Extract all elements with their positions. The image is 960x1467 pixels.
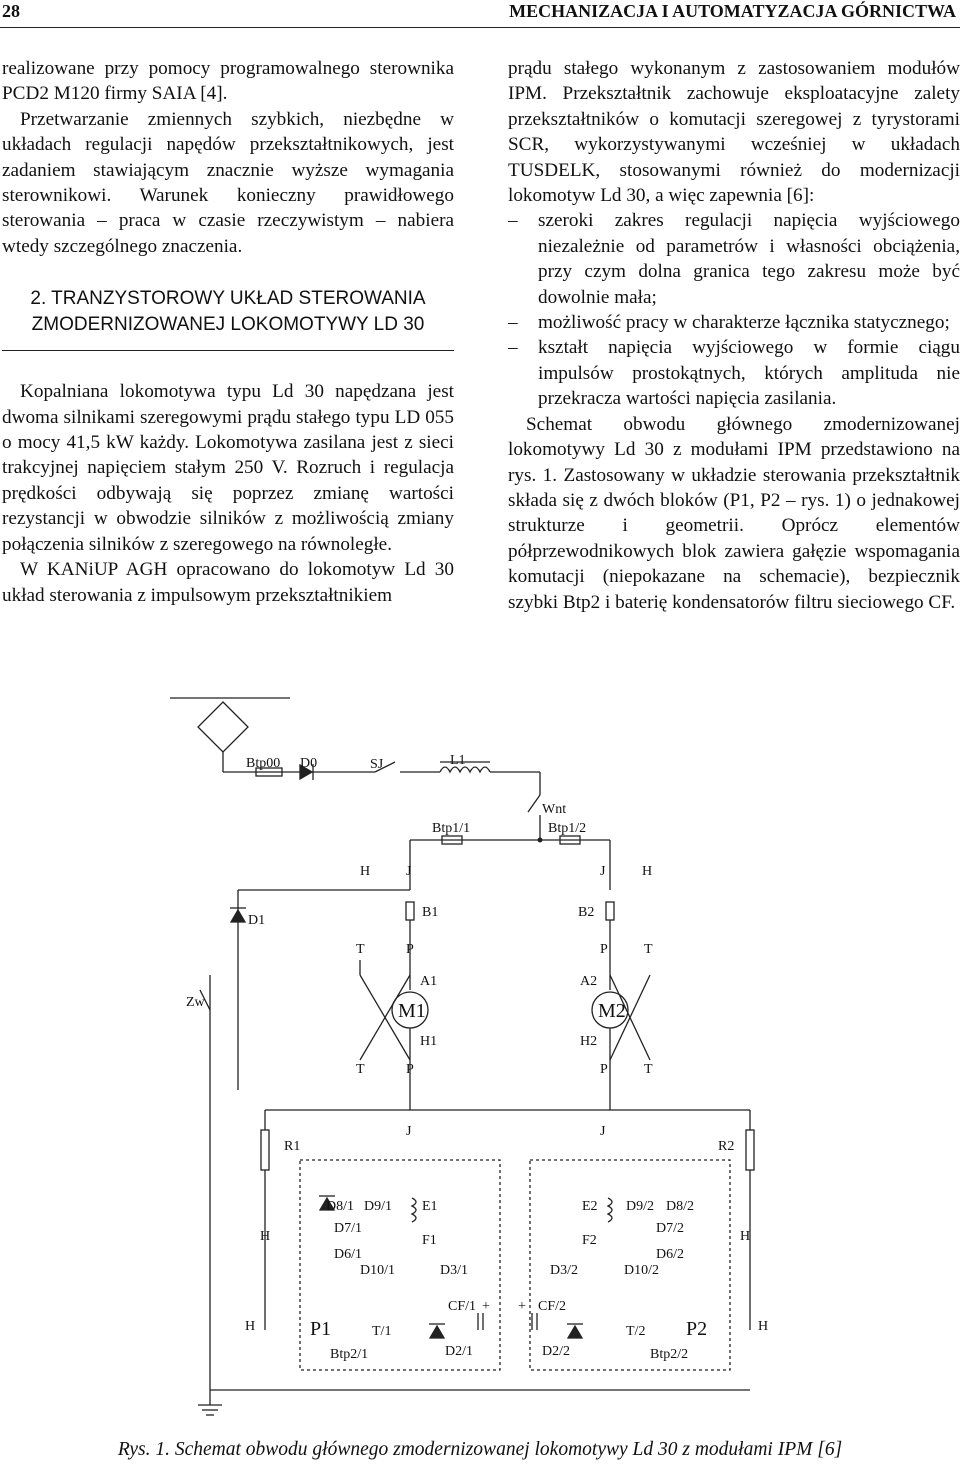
label-d2-2: D2/2 [542, 1344, 570, 1359]
label-d8-1: D8/1 [326, 1199, 354, 1214]
label-plus-1: + [482, 1299, 490, 1314]
label-p-m1-top: P [406, 942, 414, 957]
label-t-1: T/1 [372, 1324, 392, 1339]
label-btp1-1: Btp1/1 [432, 821, 471, 836]
label-h-right-2: H [758, 1319, 769, 1334]
label-btp2-1: Btp2/1 [330, 1347, 369, 1362]
label-p-m1-bot: P [406, 1062, 414, 1077]
label-sj: SJ [370, 757, 384, 772]
left-column [2, 56, 454, 608]
label-j-m2: J [600, 864, 606, 879]
label-l1: L1 [450, 753, 466, 768]
label-d0: D0 [300, 756, 318, 771]
label-d10-2: D10/2 [624, 1263, 659, 1278]
list-item: – kształt napięcia wyjściowego w formie ciągu impulsów prostokątnych, których amplituda nie przekracza wartości napięcia zasilania. [508, 335, 960, 411]
label-f2: F2 [582, 1233, 597, 1248]
label-p2: P2 [686, 1318, 708, 1340]
page-number: 28 [2, 1, 20, 21]
label-cf-1: CF/1 [448, 1299, 477, 1314]
label-d7-2: D7/2 [656, 1221, 684, 1236]
label-a1: A1 [420, 974, 438, 989]
label-b1: B1 [422, 905, 439, 920]
label-d9-2: D9/2 [626, 1199, 654, 1214]
paragraph-processing: Przetwarzanie zmiennych szybkich, niezbędne w układach regulacji napędów przekształtnikowych, jest zadaniem stawiającym znacznie wyższe wymagania sterownikowi. Warunek konieczny prawidłowego sterowania – praca w czasie rzeczywistym – nabiera wtedy szczególnego znaczenia. [2, 108, 454, 257]
label-t-m1-top: T [356, 942, 365, 957]
journal-title: MECHANIZACJA I AUTOMATYZACJA GÓRNICTWA [509, 1, 956, 21]
paragraph-intro: realizowane przy pomocy programowalnego sterownika PCD2 M120 firmy SAIA [4]. [2, 58, 454, 105]
paragraph-schematic: Schemat obwodu głównego zmodernizowanej lokomotywy Ld 30 z modułami IPM przedstawiono na rys. 1. Zastosowany w układzie sterowania przekształtnik składa się z dwóch bloków (P1, P2 – rys. 1) o jednakowej strukturze i geometrii. Oprócz elementów półprzewodnikowych blok zawiera gałęzie wspomagania komutacji (niepokazane na schemacie), bezpiecznik szybki Btp2 i baterię kondensatorów filtru sieciowego CF. [508, 413, 960, 613]
label-b2: B2 [578, 905, 595, 920]
label-d2-1: D2/1 [445, 1344, 473, 1359]
list-item: – możliwość pracy w charakterze łącznika statycznego; [508, 310, 960, 335]
label-btp2-2: Btp2/2 [650, 1347, 689, 1362]
paragraph-converter: prądu stałego wykonanym z zastosowaniem modułów IPM. Przekształtnik zachowuje eksploatacyjne zalety przekształtników o komutacji szeregowej z tyrystorami SCR, wykorzystywanymi wcześniej w układach TUSDELK, stosowanymi również do modernizacji lokomotyw Ld 30, a więc zapewnia [6]: [508, 58, 960, 207]
circuit-schematic [150, 690, 930, 1430]
label-e2: E2 [582, 1199, 598, 1214]
label-d3-2: D3/2 [550, 1263, 578, 1278]
label-r2: R2 [718, 1139, 735, 1154]
label-p-m2-top: P [600, 942, 608, 957]
label-d10-1: D10/1 [360, 1263, 395, 1278]
label-a2: A2 [580, 974, 598, 989]
label-d6-2: D6/2 [656, 1247, 684, 1262]
label-j-m1: J [406, 864, 412, 879]
right-column [508, 56, 960, 615]
paragraph-kaniup: W KANiUP AGH opracowano do lokomotyw Ld 30 układ sterowania z impulsowym przekształtnikiem [2, 559, 454, 606]
label-zw: Zw [186, 995, 205, 1010]
label-btp1-2: Btp1/2 [548, 821, 587, 836]
label-h-m2: H [642, 864, 653, 879]
label-f1: F1 [422, 1233, 437, 1248]
label-t-m1-bot: T [356, 1062, 365, 1077]
label-h2: H2 [580, 1034, 598, 1049]
label-h-m1: H [360, 864, 371, 879]
label-d6-1: D6/1 [334, 1247, 362, 1262]
label-plus-2: + [518, 1299, 526, 1314]
label-t-m2-top: T [644, 942, 653, 957]
section-heading [2, 286, 454, 351]
label-h-right-1: H [740, 1229, 751, 1244]
section-heading-line2: ZMODERNIZOWANEJ LOKOMOTYWY LD 30 [31, 314, 425, 336]
label-j-lower-2: J [600, 1124, 606, 1139]
label-cf-2: CF/2 [538, 1299, 567, 1314]
label-h1: H1 [420, 1034, 438, 1049]
label-j-lower-1: J [406, 1124, 412, 1139]
label-btp00: Btp00 [246, 756, 281, 771]
header-rule [0, 27, 960, 28]
label-r1: R1 [284, 1139, 301, 1154]
label-d3-1: D3/1 [440, 1263, 468, 1278]
label-t-2: T/2 [626, 1324, 646, 1339]
label-e1: E1 [422, 1199, 438, 1214]
page-header [0, 0, 960, 26]
label-h-left-1: H [260, 1229, 271, 1244]
label-p1: P1 [310, 1318, 332, 1340]
label-d9-1: D9/1 [364, 1199, 392, 1214]
paragraph-locomotive: Kopalniana lokomotywa typu Ld 30 napędzana jest dwoma silnikami szeregowymi prądu stałego typu LD 055 o mocy 41,5 kW każdy. Lokomotywa zasilana jest z sieci trakcyjnej napięciem stałym 250 V. Rozruch i regulacja prędkości odbywają się poprzez zmianę wartości rezystancji w obwodzie silników z możliwością zmiany połączenia silników z szeregowego na równoległe. [2, 381, 454, 555]
schematic-svg [150, 690, 930, 1430]
label-m2: M2 [598, 1000, 626, 1022]
advantages-list [508, 208, 960, 411]
list-item: – szeroki zakres regulacji napięcia wyjściowego niezależnie od parametrów i własności obciążenia, przy czym dolna granica tego zakresu może być dowolnie mała; [508, 208, 960, 310]
figure-caption: Rys. 1. Schemat obwodu głównego zmodernizowanej lokomotywy Ld 30 z modułami IPM [6] [117, 1439, 843, 1460]
label-p-m2-bot: P [600, 1062, 608, 1077]
label-wnt: Wnt [542, 802, 567, 817]
label-d7-1: D7/1 [334, 1221, 362, 1236]
section-heading-line1: 2. TRANZYSTOROWY UKŁAD STEROWANIA [30, 288, 426, 310]
label-h-left-2: H [245, 1319, 256, 1334]
label-d8-2: D8/2 [666, 1199, 694, 1214]
label-d1: D1 [248, 913, 266, 928]
label-t-m2-bot: T [644, 1062, 653, 1077]
label-m1: M1 [398, 1000, 426, 1022]
